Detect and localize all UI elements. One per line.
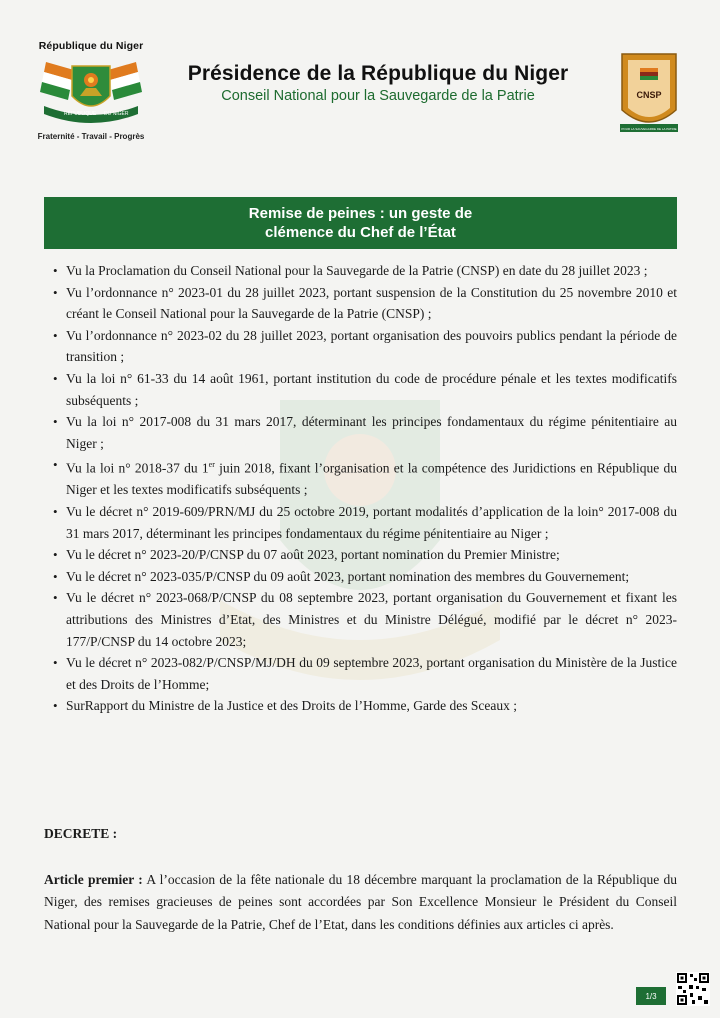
country-name: République du Niger xyxy=(38,40,144,52)
title-banner-line2: clémence du Chef de l’État xyxy=(265,224,456,241)
considerant-item: • SurRapport du Ministre de la Justice et des Droits de l’Homme, Garde des Sceaux ; xyxy=(53,695,677,717)
qr-code-icon[interactable] xyxy=(676,972,710,1006)
coat-banner-right: DU NIGER xyxy=(104,111,129,117)
coat-banner-left: RÉPUBLIQUE xyxy=(64,111,97,117)
article-text: A l’occasion de la fête nationale du 18 décembre marquant la proclamation de la République du Niger, des remises gracieuses de peines sont accordées par Son Excellence Monsieur le Président du Conseil National pour la Sauvegarde de la Patrie, Chef de l’Etat, dans les conditions définies aux articles ci après. xyxy=(44,872,678,932)
national-motto: Fraternité - Travail - Progrès xyxy=(37,132,145,141)
title-banner-line1: Remise de peines : un geste de xyxy=(248,205,473,222)
coat-of-arms-block xyxy=(28,40,154,141)
considerant-item: • Vu la loi n° 2018-37 du 1er juin 2018, fixant l’organisation et la compétence des Juridictions en République du Niger et les textes modificatifs subséquents ; xyxy=(53,454,677,501)
considerant-item: • Vu le décret n° 2023-082/P/CNSP/MJ/DH du 09 septembre 2023, portant organisation du Ministère de la Justice et des Droits de l’Homme; xyxy=(53,652,677,695)
considerants-list xyxy=(53,260,677,717)
page-number: 1/3 xyxy=(636,987,666,1005)
considerant-item: • Vu le décret n° 2019-609/PRN/MJ du 25 octobre 2019, portant modalités d’application de la loin° 2017-008 du 31 mars 2017, déterminant les principes fondamentaux du régime pénitentiaire au Niger ; xyxy=(53,501,677,544)
page-title: Présidence de la République du Niger xyxy=(187,62,569,85)
cnsp-emblem xyxy=(616,50,682,136)
cnsp-emblem-text: CNSP xyxy=(636,90,662,100)
considerant-item: • Vu la Proclamation du Conseil National pour la Sauvegarde de la Patrie (CNSP) en date du 28 juillet 2023 ; xyxy=(53,260,677,282)
flag-right xyxy=(108,62,142,100)
page-subtitle: Conseil National pour la Sauvegarde de la Patrie xyxy=(221,88,535,104)
considerant-item: • Vu la loi n° 61-33 du 14 août 1961, portant institution du code de procédure pénale et les textes modificatifs subséquents ; xyxy=(53,368,677,411)
considerant-item: • Vu le décret n° 2023-035/P/CNSP du 09 août 2023, portant nomination des membres du Gouvernement; xyxy=(53,566,677,588)
considerant-item: • Vu l’ordonnance n° 2023-02 du 28 juillet 2023, portant organisation des pouvoirs publics pendant la période de transition ; xyxy=(53,325,677,368)
article-label: Article premier : xyxy=(44,872,143,887)
cnsp-emblem-caption: POUR LA SAUVEGARDE DE LA PATRIE xyxy=(621,127,677,131)
considerant-item: • Vu l’ordonnance n° 2023-01 du 28 juillet 2023, portant suspension de la Constitution du 25 novembre 2010 et créant le Conseil National pour la Sauvegarde de la Patrie (CNSP) ; xyxy=(53,282,677,325)
considerant-item: • Vu la loi n° 2017-008 du 31 mars 2017, déterminant les principes fondamentaux du régime pénitentiaire au Niger ; xyxy=(53,411,677,454)
coat-of-arms-emblem xyxy=(36,54,146,132)
considerant-item: • Vu le décret n° 2023-20/P/CNSP du 07 août 2023, portant nomination du Premier Ministre; xyxy=(53,544,677,566)
considerant-item: • Vu le décret n° 2023-068/P/CNSP du 08 septembre 2023, portant organisation du Gouvernement et fixant les attributions des Ministres d’Etat, des Ministres et du Ministre Délégué, modifié par le décret n° 2023-177/P/CNSP du 14 octobre 2023; xyxy=(53,587,677,652)
flag-left xyxy=(40,62,74,100)
article-premier xyxy=(44,869,677,936)
title-banner xyxy=(44,197,677,249)
header-titles xyxy=(168,62,588,104)
decrete-heading: DECRETE : xyxy=(44,826,118,841)
